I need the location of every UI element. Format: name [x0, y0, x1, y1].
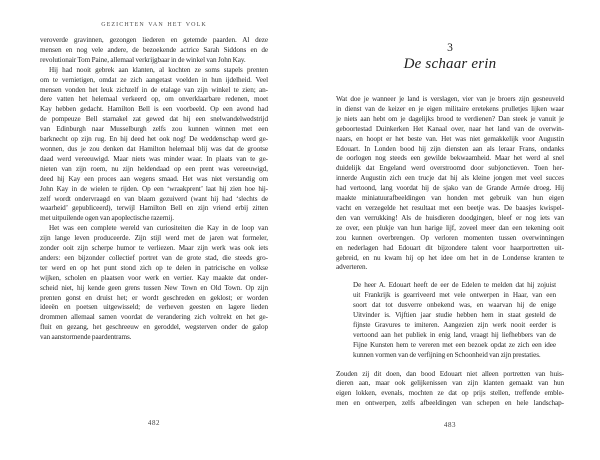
text-line: barknecht op zijn rug. En hij deed het ook nog! De weddenschap werd ge- [40, 135, 268, 144]
text-line: duidelijk dat Engeland werd overstroomd door subjonctieven. Toen her- [336, 164, 564, 173]
text-line: de pompeuze Bell starnakel zat gewed dat hij een snelwandelwedstrijd [40, 115, 268, 124]
text-line: zou kunnen overbrengen. Op verloren momenten tussen overwinningen [336, 233, 564, 242]
text-line: wijken, scholen en plaatsen voor werk en vertier. Kay maakte dat onder- [40, 273, 268, 282]
page-number-right: 483 [443, 421, 457, 429]
text-line: fluit en gezang, het geschreeuw en geroddel, wegsterven onder de galop [40, 323, 268, 332]
text-line: van Edinburgh naar Musselburgh zelfs zou kunnen winnen met een [40, 125, 268, 134]
text-line: ideeën en poetsen uitgewisseld; de verheven geesten en lagere lieden [40, 303, 268, 312]
text-line: mensen en nog vele andere, de bezoekende actrice Sarah Siddons en de [40, 45, 268, 54]
page-right [336, 42, 564, 409]
page-number-left: 482 [147, 419, 161, 427]
text-line: daad werd vereeuwigd. Maar niets was minder waar. In plaats van te ge- [40, 154, 268, 163]
text-line: John Kay in de wielen te rijden. Op een ‘wraakprent’ laat hij zien hoe hij- [40, 184, 268, 193]
text-line: van aanstormende paardentrams. [40, 333, 132, 342]
text-line: dere vatten het helemaal verkeerd op, om onverklaarbare redenen, moet [40, 95, 268, 104]
text-line: innerde Augustin zich een trucje dat hij als kleine jongen met veel succes [336, 174, 564, 183]
body-paragraph [40, 36, 268, 66]
text-line: ze over, een plukje van hun harige lijf, zoveel meer dan een tekening ooit [336, 223, 564, 232]
text-line: prenten gonst en druist het; er wordt geschreden en geklost; er worden [40, 293, 268, 302]
running-header: GEZICHTEN VAN HET VOLK [101, 22, 207, 28]
text-line: deed hij Kay een proces aan wegens smaad. Het was niet verstandig om [40, 174, 268, 183]
text-line: revolutionair Tom Paine, allemaal verkrijgbaar in de winkel van John Kay. [40, 55, 246, 64]
chapter-number: 3 [447, 42, 453, 54]
text-line: Uitvinder is. Vijftien jaar studie hebben hem in staat gesteld de [353, 311, 556, 320]
text-line: veroverde gravinnen, gezongen liederen en getemde paarden. Al deze [40, 36, 268, 44]
text-line: maakte miniatuurafbeeldingen van honden met gebruik van hun eigen [336, 194, 564, 203]
chapter-title: De schaar erin [403, 56, 497, 72]
text-line: fijnste Gravures te imiteren. Aangezien zijn werk nooit eerder is [353, 320, 556, 329]
text-line: Het was een complete wereld van curiositeiten die Kay in de loop van [49, 224, 268, 233]
text-line: om te vernietigen, omdat ze zich aangetast voelden in hun ijdelheid. Veel [40, 75, 268, 84]
body-paragraph [336, 370, 564, 410]
text-line: in dienst van de keizer en je eigen militaire eretekens prulletjes lijken waar [336, 104, 564, 113]
right-page-body [336, 95, 564, 409]
text-line: waarheid’ gepubliceerd), terwijl Hamilton Bell en zijn vriend erbij zitten [40, 204, 268, 213]
text-line: den van verrukking! Als de huisdieren doodgingen, bleef er nog iets van [336, 213, 564, 222]
text-line: geboortestad Duinkerken Het Kanaal over, naar het land van de overwin- [336, 124, 564, 133]
text-line: had vertoond, lang voordat hij de sjako van de Grande Armée droeg. Hij [336, 184, 564, 193]
text-line: de oorlogen nog steeds een gewilde bekwaamheid. Maar het werd al snel [336, 154, 564, 163]
text-line: met uitpuilende ogen van apoplectische razernij. [40, 214, 174, 223]
text-line: zonder ooit zijn scherpe humor te verliezen. Maar zijn werk was ook iets [40, 244, 268, 253]
text-line: Edouart. In Londen bood hij zijn diensten aan als leraar Frans, ondanks [336, 144, 564, 153]
text-line: scheid niet, hij kende geen grens tussen New Town en Old Town. Op zijn [40, 283, 268, 292]
text-line: drommen allemaal samen voordat de verandering zich voltrekt en het ge- [40, 313, 268, 322]
text-line: anders: een bijzonder collectief portret van de grote stad, die steeds gro- [40, 253, 268, 262]
text-line: vertoond aan het publiek in enig land, vraagt hij liefhebbers van de [353, 330, 556, 339]
text-line: Zouden zij dit doen, dan bood Edouart niet alleen portretten van huis- [336, 369, 564, 378]
text-line: vacht en verzegelde het resultaat met een beetje was. De baasjes kwispel- [336, 203, 564, 212]
text-line: soort dat tot dusverre onbekend was, en waarvan hij de enige [353, 301, 556, 310]
text-line: uit Frankrijk is gearriveerd met vele ontwerpen in Haar, van een [353, 291, 556, 300]
blockquote-paragraph [353, 281, 556, 360]
text-line: eigen lokken, evenals, mochten ze dat op prijs stellen, treffende emble- [336, 389, 564, 398]
body-paragraph [336, 95, 564, 273]
text-line: mensen vonden het leuk zichzelf in de etalage van zijn winkel te zien; an- [40, 85, 268, 94]
body-paragraph [40, 224, 268, 343]
text-line: adverteren. [336, 263, 368, 272]
text-line: naars, en hoopt er het beste van. Het was niet gemakkelijk voor Augustin [336, 134, 564, 143]
text-line: Fijne Kunsten hem te vereren met een bezoek opdat ze zich een idee [353, 340, 556, 349]
text-line: De heer A. Edouart heeft de eer de Edelen te melden dat hij zojuist [353, 281, 556, 290]
text-line: zelf wordt ondervraagd en van blaam gezuiverd (want hij had ‘slechts de [40, 194, 268, 203]
text-line: Hij had nooit gebrek aan klanten, al kochten ze soms stapels prenten [49, 65, 268, 74]
body-paragraph [40, 66, 268, 225]
text-line: en nederlagen had Edouart dit bijzondere talent voor haarportretten uit- [336, 243, 564, 252]
page-left [40, 22, 268, 343]
text-line: ter werd en op het punt stond zich op te delen in patricische en volkse [40, 263, 268, 272]
text-line: Wat doe je wanneer je land is verslagen, vier van je broers zijn gesneuveld [336, 95, 564, 103]
text-line: wonnen, dus je zou denken dat Hamilton helemaal blij was dat de grootse [40, 144, 268, 153]
text-line: nieten van zijn roem, nu zijn heldendaad op een prent was vereeuwigd, [40, 164, 268, 173]
text-line: je niets aan hebt om je dagelijks brood te verdienen? Dan steek je vanuit je [336, 114, 564, 123]
text-line: dieren aan, maar ook gelijkenissen van zijn klanten gemaakt van hun [336, 379, 564, 388]
text-line: men en ontwerpen, zelfs afbeeldingen van schepen en hele landschap- [336, 399, 564, 408]
text-line: gebreid, en nu kwam hij op het idee om het in de Londense kranten te [336, 253, 564, 262]
text-line: zijn lange leven produceerde. Zijn stijl werd met de jaren wat formeler, [40, 234, 268, 243]
left-page-body [40, 36, 268, 343]
text-line: Kay hebben gedacht. Hamilton Bell is een voorbeeld. Op een avond had [40, 105, 268, 114]
text-line: kunnen vormen van de verfijning en Schoonheid van zijn prestaties. [353, 350, 541, 359]
